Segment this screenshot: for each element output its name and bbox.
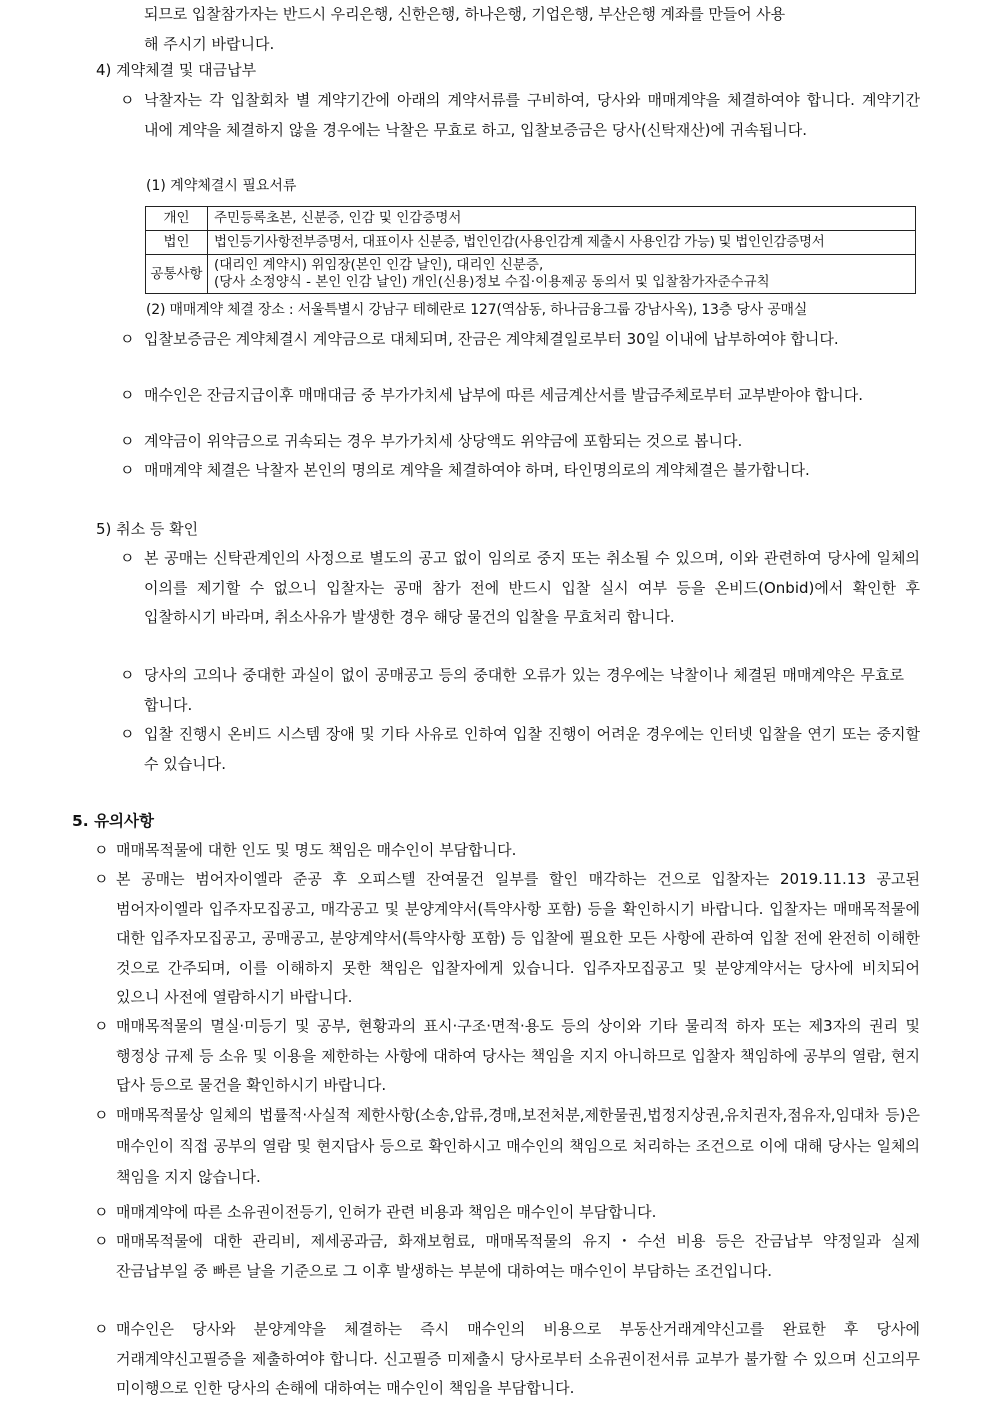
cancel-bullet-2: 당사의 고의나 중대한 과실이 없이 공매공고 등의 중대한 오류가 있는 경우에는 낙찰이나 체결된 매매계약은 무효로 합니다.: [144, 666, 904, 714]
required-docs-table: [145, 206, 916, 294]
contract-bullet-2: 입찰보증금은 계약체결시 계약금으로 대체되며, 잔금은 계약체결일로부터 30일 이내에 납부하여야 합니다.: [144, 330, 839, 348]
bullet-symbol: ㅇ: [94, 1232, 109, 1250]
table-cell-value: 법인등기사항전부증명서, 대표이사 신분증, 법인인감(사용인감계 제출시 사용인감 가능) 및 법인인감증명서: [208, 231, 916, 255]
bullet-symbol: ㅇ: [120, 330, 135, 348]
cancel-bullet-1: 본 공매는 신탁관계인의 사정으로 별도의 공고 없이 임의로 중지 또는 취소될 수 있으며, 이와 관련하여 당사에 일체의 이의를 제기할 수 없으니 입찰자는 공매 참가 전에 반드시 입찰 실시 여부 등을 온비드(Onbid)에서 확인한 후 입찰하시기 바라며, 취소사유가 발생한 경우 해당 물건의 입찰을 무효처리 합니다.: [144, 549, 920, 626]
bullet-symbol: ㅇ: [94, 1017, 109, 1035]
section-title-notes: 5. 유의사항: [72, 812, 154, 830]
contract-bullet-4: 계약금이 위약금으로 귀속되는 경우 부가가치세 상당액도 위약금에 포함되는 것으로 봅니다.: [144, 432, 743, 450]
intro-paragraph: [144, 0, 920, 59]
bullet-symbol: ㅇ: [120, 725, 135, 743]
notes-bullet-6: 매매목적물에 대한 관리비, 제세공과금, 화재보험료, 매매목적물의 유지・수선 비용 등은 잔금납부 약정일과 실제 잔금납부일 중 빠른 날을 기준으로 그 이후 발생하는 부분에 대하여는 매수인이 부담하는 조건입니다.: [116, 1232, 920, 1280]
bullet-symbol: ㅇ: [120, 461, 135, 479]
bullet-symbol: ㅇ: [94, 870, 109, 888]
table-row: [146, 255, 916, 294]
bullet-symbol: ㅇ: [94, 1106, 109, 1124]
bullet-symbol: ㅇ: [120, 549, 135, 567]
intro-line-1: 되므로 입찰참가자는 반드시 우리은행, 신한은행, 하나은행, 기업은행, 부산은행 계좌를 만들어 사용: [144, 5, 785, 23]
table-row: [146, 207, 916, 231]
bullet-symbol: ㅇ: [94, 1203, 109, 1221]
table-cell-key: 공통사항: [146, 255, 208, 294]
cancel-bullet-3: 입찰 진행시 온비드 시스템 장애 및 기타 사유로 인하여 입찰 진행이 어려운 경우에는 인터넷 입찰을 연기 또는 중지할 수 있습니다.: [144, 725, 920, 773]
bullet-symbol: ㅇ: [120, 386, 135, 404]
table-cell-value: [208, 255, 916, 294]
bullet-symbol: ㅇ: [94, 841, 109, 859]
table-cell-key: 법인: [146, 231, 208, 255]
bullet-symbol: ㅇ: [120, 91, 135, 109]
notes-bullet-5: 매매계약에 따른 소유권이전등기, 인허가 관련 비용과 책임은 매수인이 부담합니다.: [116, 1203, 657, 1221]
notes-bullet-2: 본 공매는 범어자이엘라 준공 후 오피스텔 잔여물건 일부를 할인 매각하는 건으로 입찰자는 2019.11.13 공고된 범어자이엘라 입주자모집공고, 매각공고 및 분양계약서(특약사항 포함) 등을 확인하시기 바랍니다. 입찰자는 매매목적물에 대한 입주자모집공고, 공매공고, 분양계약서(특약사항 포함) 등 입찰에 필요한 모든 사항에 관하여 입찰 전에 완전히 이해한 것으로 간주되며, 이를 이해하지 못한 책임은 입찰자에게 있습니다. 입주자모집공고 및 분양계약서는 당사에 비치되어 있으니 사전에 열람하시기 바랍니다.: [116, 870, 920, 1006]
intro-line-2: 해 주시기 바랍니다.: [144, 34, 275, 53]
bullet-symbol: ㅇ: [120, 666, 135, 684]
table-row: [146, 231, 916, 255]
bullet-symbol: ㅇ: [120, 432, 135, 450]
contract-bullet-5: 매매계약 체결은 낙찰자 본인의 명의로 계약을 체결하여야 하며, 타인명의로의 계약체결은 불가합니다.: [144, 461, 810, 479]
subsection-heading-contract: 4) 계약체결 및 대금납부: [96, 61, 257, 79]
table-cell-value: 주민등록초본, 신분증, 인감 및 인감증명서: [208, 207, 916, 231]
table-cell-key: 개인: [146, 207, 208, 231]
bullet-symbol: ㅇ: [94, 1320, 109, 1338]
notes-bullet-4: 매매목적물상 일체의 법률적·사실적 제한사항(소송,압류,경매,보전처분,제한물권,법정지상권,유치권자,점유자,임대차 등)은 매수인이 직접 공부의 열람 및 현지답사 등으로 확인하시고 매수인의 책임으로 처리하는 조건으로 이에 대해 당사는 일체의 책임을 지지 않습니다.: [116, 1106, 920, 1186]
notes-bullet-7: 매수인은 당사와 분양계약을 체결하는 즉시 매수인의 비용으로 부동산거래계약신고를 완료한 후 당사에 거래계약신고필증을 제출하여야 합니다. 신고필증 미제출시 당사로부터 소유권이전서류 교부가 불가할 수 있으며 신고의무 미이행으로 인한 당사의 손해에 대하여는 매수인이 책임을 부담합니다.: [116, 1320, 920, 1397]
required-docs-subheading: (1) 계약체결시 필요서류: [146, 178, 297, 194]
contract-location: (2) 매매계약 체결 장소 : 서울특별시 강남구 테헤란로 127(역삼동, 하나금융그룹 강남사옥), 13층 당사 공매실: [146, 302, 808, 318]
subsection-heading-cancel: 5) 취소 등 확인: [96, 520, 199, 538]
notes-bullet-3: 매매목적물의 멸실·미등기 및 공부, 현황과의 표시·구조·면적·용도 등의 상이와 기타 물리적 하자 또는 제3자의 권리 및 행정상 규제 등 소유 및 이용을 제한하는 사항에 대하여 당사는 책임을 지지 아니하므로 입찰자 책임하에 공부의 열람, 현지 답사 등으로 물건을 확인하시기 바랍니다.: [116, 1017, 920, 1094]
contract-bullet-1: 낙찰자는 각 입찰회차 별 계약기간에 아래의 계약서류를 구비하여, 당사와 매매계약을 체결하여야 합니다. 계약기간 내에 계약을 체결하지 않을 경우에는 낙찰은 무효로 하고, 입찰보증금은 당사(신탁재산)에 귀속됩니다.: [144, 91, 920, 139]
common-docs-line-1: (대리인 계약시) 위임장(본인 인감 날인), 대리인 신분증,: [214, 257, 544, 273]
notes-bullet-1: 매매목적물에 대한 인도 및 명도 책임은 매수인이 부담합니다.: [116, 841, 517, 859]
common-docs-line-2: (당사 소정양식 - 본인 인감 날인) 개인(신용)정보 수집·이용제공 동의서 및 입찰참가자준수규칙: [214, 274, 770, 290]
contract-bullet-3: 매수인은 잔금지급이후 매매대금 중 부가가치세 납부에 따른 세금계산서를 발급주체로부터 교부받아야 합니다.: [144, 386, 863, 404]
